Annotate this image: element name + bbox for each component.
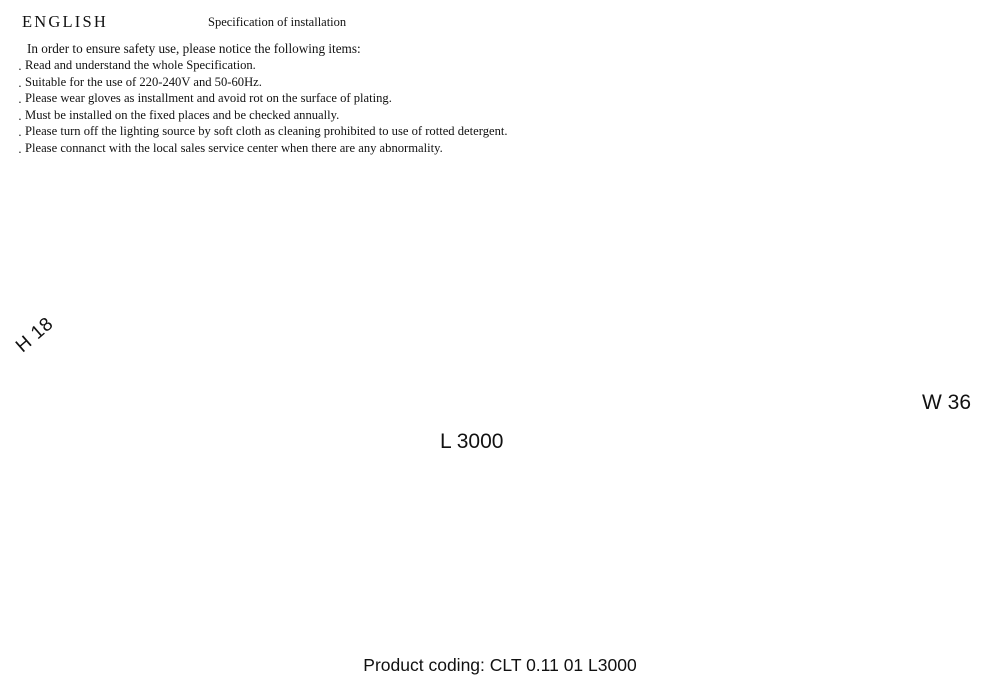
list-item (16, 141, 836, 158)
list-item (16, 75, 836, 92)
bullet-marker-icon: . (18, 59, 22, 73)
list-item (16, 124, 836, 141)
specification-title: Specification of installation (208, 15, 347, 29)
instructions-intro: In order to ensure safety use, please notice the following items: (27, 41, 361, 56)
language-title: ENGLISH (22, 12, 108, 31)
width-dimension-label: W 36 (922, 391, 972, 414)
list-item (16, 58, 836, 75)
length-dimension-label: L 3000 (440, 430, 504, 453)
bullet-marker-icon: . (18, 92, 22, 107)
height-dimension-label: H 18 (12, 313, 58, 357)
list-item-label: Please turn off the lighting source by soft cloth as cleaning prohibited to use of rotted detergent. (25, 124, 508, 139)
list-item-label: Read and understand the whole Specification. (25, 58, 256, 72)
product-coding-label: Product coding: CLT 0.11 01 L3000 (363, 655, 637, 675)
bullet-marker-icon: . (18, 75, 22, 90)
bullet-marker-icon: . (18, 108, 22, 123)
list-item-label: Must be installed on the fixed places and be checked annually. (25, 107, 340, 122)
bullet-marker-icon: . (18, 125, 22, 140)
list-item (16, 108, 836, 125)
bullet-marker-icon: . (18, 141, 22, 156)
instructions-list (16, 58, 836, 158)
list-item-label: Suitable for the use of 220-240V and 50-60Hz. (25, 74, 262, 89)
list-item-label: Please wear gloves as installment and avoid rot on the surface of plating. (25, 91, 392, 106)
technical-drawing (0, 330, 1000, 480)
list-item (16, 91, 836, 108)
document-header (0, 12, 1000, 36)
list-item-label: Please connanct with the local sales service center when there are any abnormality. (25, 140, 443, 155)
